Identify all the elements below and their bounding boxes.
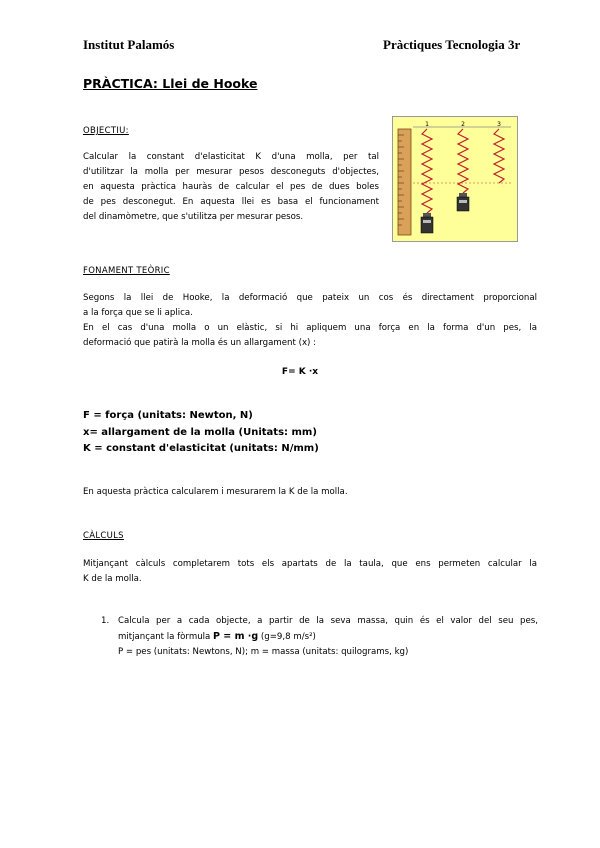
step-1-line: Calcula per a cada objecte, a partir de la seva massa, quin és el valor del seu pes, [118,616,538,626]
fonament-paragraph [83,291,537,351]
gravity-value: (g=9,8 m/s²) [260,632,316,642]
spring-label: 2 [461,121,465,128]
hooke-formula: F= K ·x [281,367,319,377]
header-school: Institut Palamós [83,37,175,52]
calculs-paragraph [83,557,537,587]
step-number: 1. [101,616,110,626]
spring-3 [494,129,504,183]
calculs-heading: CÀLCULS [83,531,124,541]
definition-constant: K = constant d'elasticitat (unitats: N/mm) [83,443,319,454]
fonament-line: deformació que patirà la molla és un allargament (x) : [83,338,317,348]
fonament-line: En el cas d'una molla o un elàstic, si hi apliquem una força en la forma d'un pes, la [83,323,537,333]
weight-2 [457,197,469,211]
calculs-line: K de la molla. [83,574,142,584]
header-course: Pràctiques Tecnologia 3r [383,37,521,52]
spring-1 [422,129,432,213]
weight-1 [421,217,433,233]
objectiu-line: del dinamòmetre, que s'utilitza per mesurar pesos. [83,212,304,222]
weight-formula: P = m ·g [213,631,259,642]
page-title: PRÀCTICA: Llei de Hooke [83,76,258,91]
step-1-formula-line [118,629,538,645]
fonament-heading: FONAMENT TEÒRIC [83,266,170,276]
definitions-list [83,408,319,458]
definition-elongation: x= allargament de la molla (Unitats: mm) [83,426,317,438]
objectiu-paragraph [83,150,379,225]
step-1-units: P = pes (unitats: Newtons, N); m = massa (unitats: quilograms, kg) [118,647,409,657]
hooke-springs-figure [392,116,518,242]
fonament-line: Segons la llei de Hooke, la deformació que pateix un cos és directament proporcional [83,293,537,303]
calculs-line: Mitjançant càlculs completarem tots els apartats de la taula, que ens permeten calcular la [83,559,537,569]
spring-label: 3 [497,121,501,128]
objectiu-line: en aquesta pràctica hauràs de calcular el pes de dues boles [83,182,379,192]
spring-label: 1 [425,121,429,128]
springs-illustration [393,117,517,241]
objectiu-line: de pes desconegut. En aquesta llei es basa el funcionament [83,197,379,207]
definition-force: F = força (unitats: Newton, N) [83,410,253,421]
fonament-line: a la força que se li aplica. [83,308,193,318]
objectiu-line: d'utilitzar la molla per mesurar pesos desconeguts d'objectes, [83,167,379,177]
objectiu-line: Calcular la constant d'elasticitat K d'una molla, per tal [83,152,379,162]
step-1-formula-prefix: mitjançant la fòrmula [118,632,211,642]
objectiu-heading: OBJECTIU: [83,126,129,136]
fonament-closing: En aquesta pràctica calcularem i mesurarem la K de la molla. [83,487,348,497]
spring-2 [458,129,468,193]
step-1 [118,614,538,660]
